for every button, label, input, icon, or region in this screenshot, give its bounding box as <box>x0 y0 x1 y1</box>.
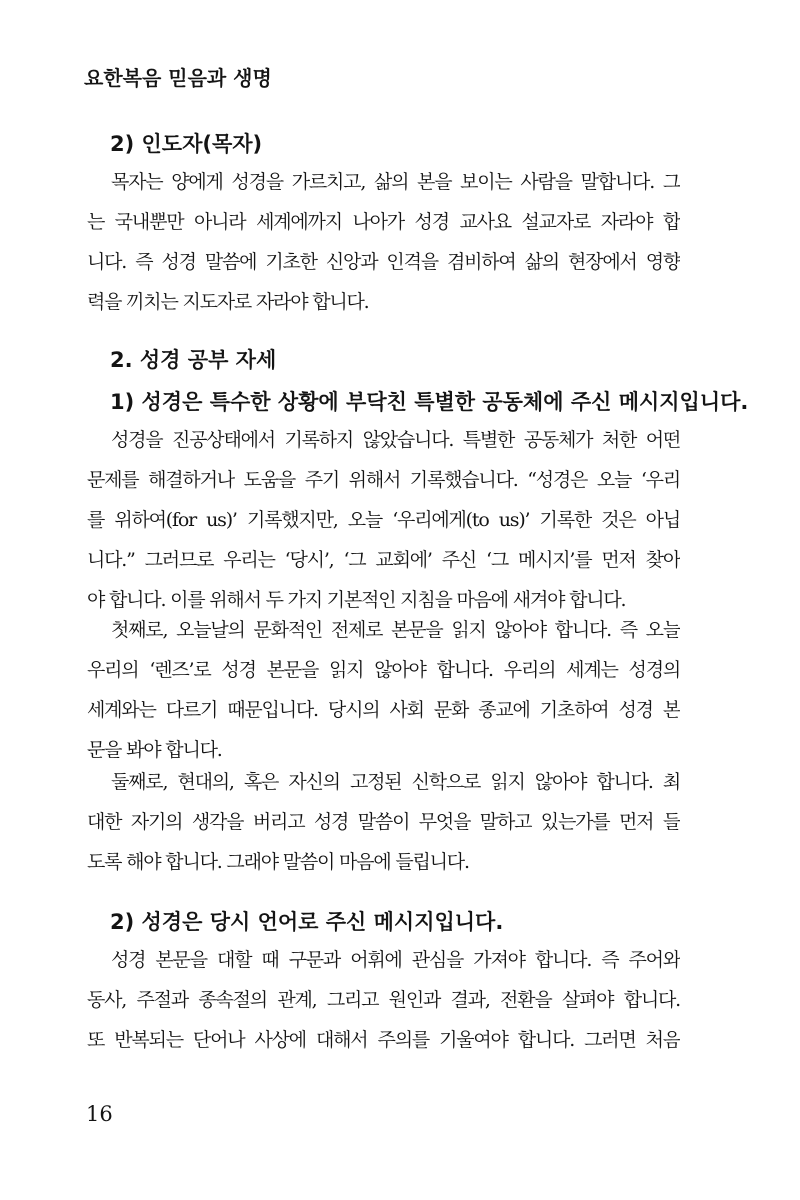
text-line: 문을 봐야 합니다. <box>87 739 222 761</box>
paragraph-second <box>87 762 680 882</box>
section-heading-leader: 2) 인도자(목자) <box>110 132 263 156</box>
text-line: 목자는 양에게 성경을 가르치고, 삶의 본을 보이는 사람을 말합니다. 그 <box>111 171 680 193</box>
paragraph-leader <box>87 162 680 322</box>
paragraph-first <box>87 610 680 770</box>
text-line: 우리의 ‘렌즈’로 성경 본문을 읽지 않아야 합니다. 우리의 세계는 성경의 <box>87 659 680 681</box>
text-line: 대한 자기의 생각을 버리고 성경 말씀이 무엇을 말하고 있는가를 먼저 들 <box>87 811 680 833</box>
text-line: 를 위하여(for us)’ 기록했지만, 오늘 ‘우리에게(to us)’ 기록한 것은 아닙 <box>87 509 680 531</box>
text-line: 문제를 해결하거나 도움을 주기 위해서 기록했습니다. “성경은 오늘 ‘우리 <box>87 469 680 491</box>
text-line: 도록 해야 합니다. 그래야 말씀이 마음에 들립니다. <box>87 851 469 873</box>
text-line: 성경 본문을 대할 때 구문과 어휘에 관심을 가져야 합니다. 즉 주어와 <box>111 949 680 971</box>
section-heading-language: 2) 성경은 당시 언어로 주신 메시지입니다. <box>110 910 504 934</box>
text-line: 니다. 즉 성경 말씀에 기초한 신앙과 인격을 겸비하여 삶의 현장에서 영향 <box>87 251 680 273</box>
text-line: 또 반복되는 단어나 사상에 대해서 주의를 기울여야 합니다. 그러면 처음 <box>87 1029 680 1051</box>
text-line: 둘째로, 현대의, 혹은 자신의 고정된 신학으로 읽지 않아야 합니다. 최 <box>111 771 680 793</box>
text-line: 력을 끼치는 지도자로 자라야 합니다. <box>87 291 369 313</box>
section-heading-study-attitude: 2. 성경 공부 자세 <box>110 348 277 372</box>
running-header: 요한복음 믿음과 생명 <box>84 66 272 90</box>
text-line: 성경을 진공상태에서 기록하지 않았습니다. 특별한 공동체가 처한 어떤 <box>111 429 680 451</box>
text-line: 세계와는 다르기 때문입니다. 당시의 사회 문화 종교에 기초하여 성경 본 <box>87 699 680 721</box>
text-line: 니다.” 그러므로 우리는 ‘당시’, ‘그 교회에’ 주신 ‘그 메시지’를 먼저 찾아 <box>87 549 680 571</box>
text-line: 는 국내뿐만 아니라 세계에까지 나아가 성경 교사요 설교자로 자라야 합 <box>87 211 680 233</box>
page-number: 16 <box>86 1102 113 1126</box>
text-line: 동사, 주절과 종속절의 관계, 그리고 원인과 결과, 전환을 살펴야 합니다. <box>87 989 680 1011</box>
text-line: 야 합니다. 이를 위해서 두 가지 기본적인 지침을 마음에 새겨야 합니다. <box>87 589 626 611</box>
paragraph-language <box>87 940 680 1060</box>
subheading-special-community: 1) 성경은 특수한 상황에 부닥친 특별한 공동체에 주신 메시지입니다. <box>110 390 749 414</box>
text-line: 첫째로, 오늘날의 문화적인 전제로 본문을 읽지 않아야 합니다. 즉 오늘 <box>111 619 680 641</box>
paragraph-vacuum <box>87 420 680 620</box>
